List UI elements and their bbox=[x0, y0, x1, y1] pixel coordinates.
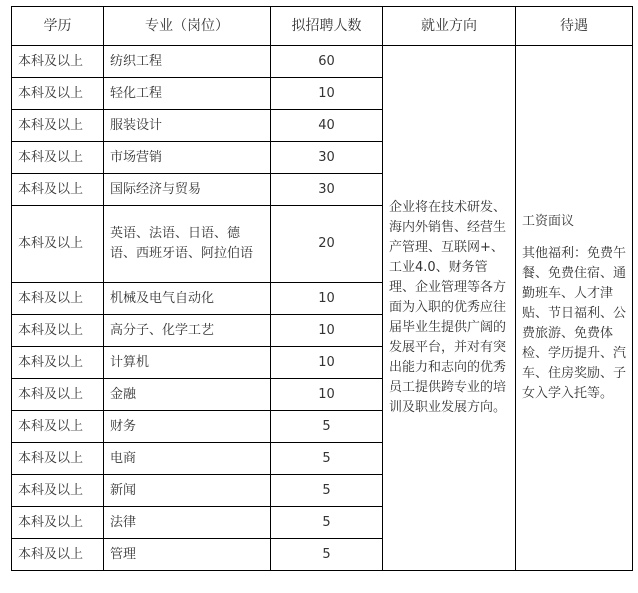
major-cell: 法律 bbox=[104, 507, 271, 539]
benefits-salary: 工资面议 bbox=[522, 214, 575, 229]
education-cell: 本科及以上 bbox=[12, 283, 104, 315]
education-cell: 本科及以上 bbox=[12, 110, 104, 142]
education-cell: 本科及以上 bbox=[12, 411, 104, 443]
count-cell: 10 bbox=[271, 347, 383, 379]
direction-text: 企业将在技术研发、海内外销售、经营生产管理、互联网+、工业4.0、财务管理、企业管理等各方面为入职的优秀应往届毕业生提供广阔的发展平台，并对有突出能力和志向的优秀员工提供跨专业的培训及职业发展方向。 bbox=[389, 200, 507, 415]
recruitment-table bbox=[11, 6, 633, 571]
table-header-row bbox=[12, 7, 633, 46]
count-cell: 10 bbox=[271, 78, 383, 110]
count-cell: 5 bbox=[271, 507, 383, 539]
major-cell: 财务 bbox=[104, 411, 271, 443]
major-cell: 计算机 bbox=[104, 347, 271, 379]
header-count: 拟招聘人数 bbox=[271, 7, 383, 46]
header-education: 学历 bbox=[12, 7, 104, 46]
count-cell: 40 bbox=[271, 110, 383, 142]
table-row bbox=[12, 46, 633, 78]
count-cell: 5 bbox=[271, 539, 383, 571]
header-direction: 就业方向 bbox=[383, 7, 516, 46]
major-cell: 管理 bbox=[104, 539, 271, 571]
education-cell: 本科及以上 bbox=[12, 379, 104, 411]
education-cell: 本科及以上 bbox=[12, 78, 104, 110]
major-cell: 英语、法语、日语、德语、西班牙语、阿拉伯语 bbox=[104, 206, 271, 283]
count-cell: 60 bbox=[271, 46, 383, 78]
major-cell: 市场营销 bbox=[104, 142, 271, 174]
education-cell: 本科及以上 bbox=[12, 206, 104, 283]
major-cell: 国际经济与贸易 bbox=[104, 174, 271, 206]
education-cell: 本科及以上 bbox=[12, 315, 104, 347]
count-cell: 5 bbox=[271, 475, 383, 507]
major-cell: 机械及电气自动化 bbox=[104, 283, 271, 315]
major-cell: 纺织工程 bbox=[104, 46, 271, 78]
count-cell: 30 bbox=[271, 142, 383, 174]
direction-cell bbox=[383, 46, 516, 571]
education-cell: 本科及以上 bbox=[12, 174, 104, 206]
header-major: 专业（岗位） bbox=[104, 7, 271, 46]
major-cell: 金融 bbox=[104, 379, 271, 411]
count-cell: 10 bbox=[271, 315, 383, 347]
count-cell: 10 bbox=[271, 283, 383, 315]
major-cell: 新闻 bbox=[104, 475, 271, 507]
education-cell: 本科及以上 bbox=[12, 142, 104, 174]
education-cell: 本科及以上 bbox=[12, 507, 104, 539]
count-cell: 30 bbox=[271, 174, 383, 206]
education-cell: 本科及以上 bbox=[12, 475, 104, 507]
education-cell: 本科及以上 bbox=[12, 443, 104, 475]
count-cell: 10 bbox=[271, 379, 383, 411]
benefits-other: 其他福利：免费午餐、免费住宿、通勤班车、人才津贴、节日福利、公费旅游、免费体检、学历提升、汽车、住房奖励、子女入学入托等。 bbox=[522, 246, 627, 401]
header-benefits: 待遇 bbox=[516, 7, 633, 46]
count-cell: 5 bbox=[271, 443, 383, 475]
benefits-spacer bbox=[522, 232, 626, 244]
education-cell: 本科及以上 bbox=[12, 347, 104, 379]
major-cell: 高分子、化学工艺 bbox=[104, 315, 271, 347]
education-cell: 本科及以上 bbox=[12, 539, 104, 571]
count-cell: 20 bbox=[271, 206, 383, 283]
education-cell: 本科及以上 bbox=[12, 46, 104, 78]
count-cell: 5 bbox=[271, 411, 383, 443]
major-cell: 服装设计 bbox=[104, 110, 271, 142]
benefits-cell bbox=[516, 46, 633, 571]
major-cell: 轻化工程 bbox=[104, 78, 271, 110]
major-cell: 电商 bbox=[104, 443, 271, 475]
